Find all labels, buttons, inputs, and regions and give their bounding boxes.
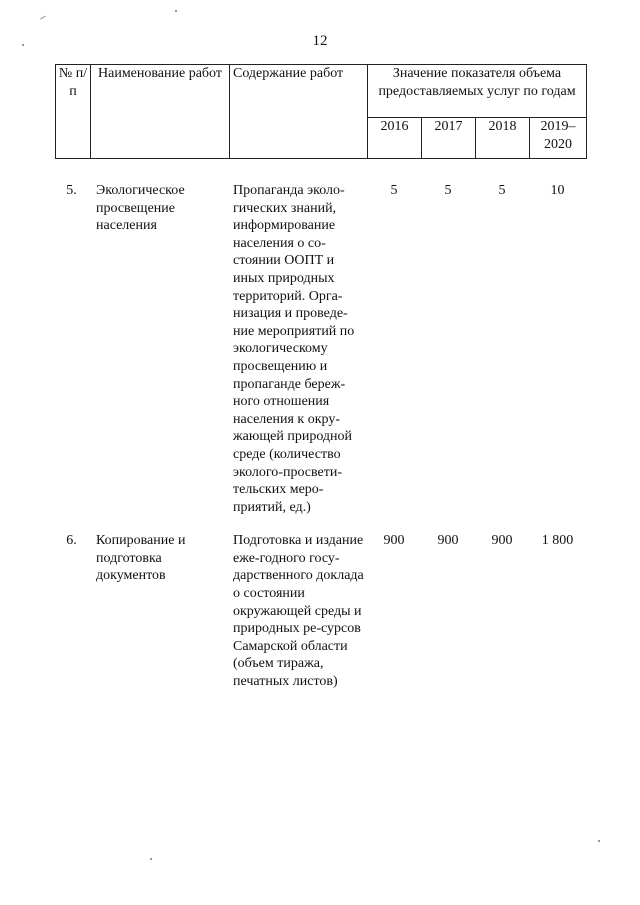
header-name: Наименование работ bbox=[91, 65, 230, 159]
header-year-2018: 2018 bbox=[476, 118, 530, 159]
header-value: Значение показателя объема предоставляемых услуг по годам bbox=[368, 65, 587, 118]
row-content: Пропаганда эколо-гических знаний, информирование населения о со-стоянии ООПТ и иных природных территорий. Орга-низация и проведе-ние мероприятий по экологическому просвещению и пропаганде береж-ного отношения населения к окру-жающей природной среде (количество эколого-просвети-тельских меро-приятий, ед.) bbox=[233, 183, 355, 515]
scan-speck bbox=[175, 10, 177, 12]
table-body bbox=[55, 182, 586, 691]
row-value-2018: 5 bbox=[498, 183, 506, 198]
row-value-2019-2020: 1 800 bbox=[541, 533, 574, 549]
row-value-2018: 900 bbox=[491, 533, 513, 549]
row-value-2019-2020: 10 bbox=[550, 183, 565, 198]
scan-speck bbox=[598, 840, 600, 842]
scan-speck bbox=[22, 44, 24, 46]
row-content: Подготовка и издание еже-годного госу-дарственного доклада о состоянии окружающей среды и природных ре-сурсов Самарской области (объем тиража, печатных листов) bbox=[233, 533, 364, 690]
table-row bbox=[55, 182, 586, 516]
header-num: № п/п bbox=[56, 65, 91, 159]
header-year-2019-2020: 2019–2020 bbox=[530, 118, 587, 159]
scan-speck bbox=[150, 858, 152, 860]
table-row bbox=[55, 532, 586, 690]
row-name: Копирование и подготовка документов bbox=[96, 533, 186, 584]
header-content: Содержание работ bbox=[230, 65, 368, 159]
row-value-2017: 5 bbox=[444, 183, 452, 198]
table-header bbox=[55, 64, 587, 159]
row-name: Экологическое просвещение населения bbox=[96, 183, 185, 234]
row-num: 5. bbox=[66, 183, 77, 198]
scan-speck bbox=[40, 16, 46, 20]
row-num: 6. bbox=[66, 533, 77, 549]
page-number: 12 bbox=[312, 33, 328, 49]
row-value-2016: 5 bbox=[390, 183, 398, 198]
row-value-2016: 900 bbox=[383, 533, 405, 549]
row-value-2017: 900 bbox=[437, 533, 459, 549]
header-year-2016: 2016 bbox=[368, 118, 422, 159]
header-year-2017: 2017 bbox=[422, 118, 476, 159]
